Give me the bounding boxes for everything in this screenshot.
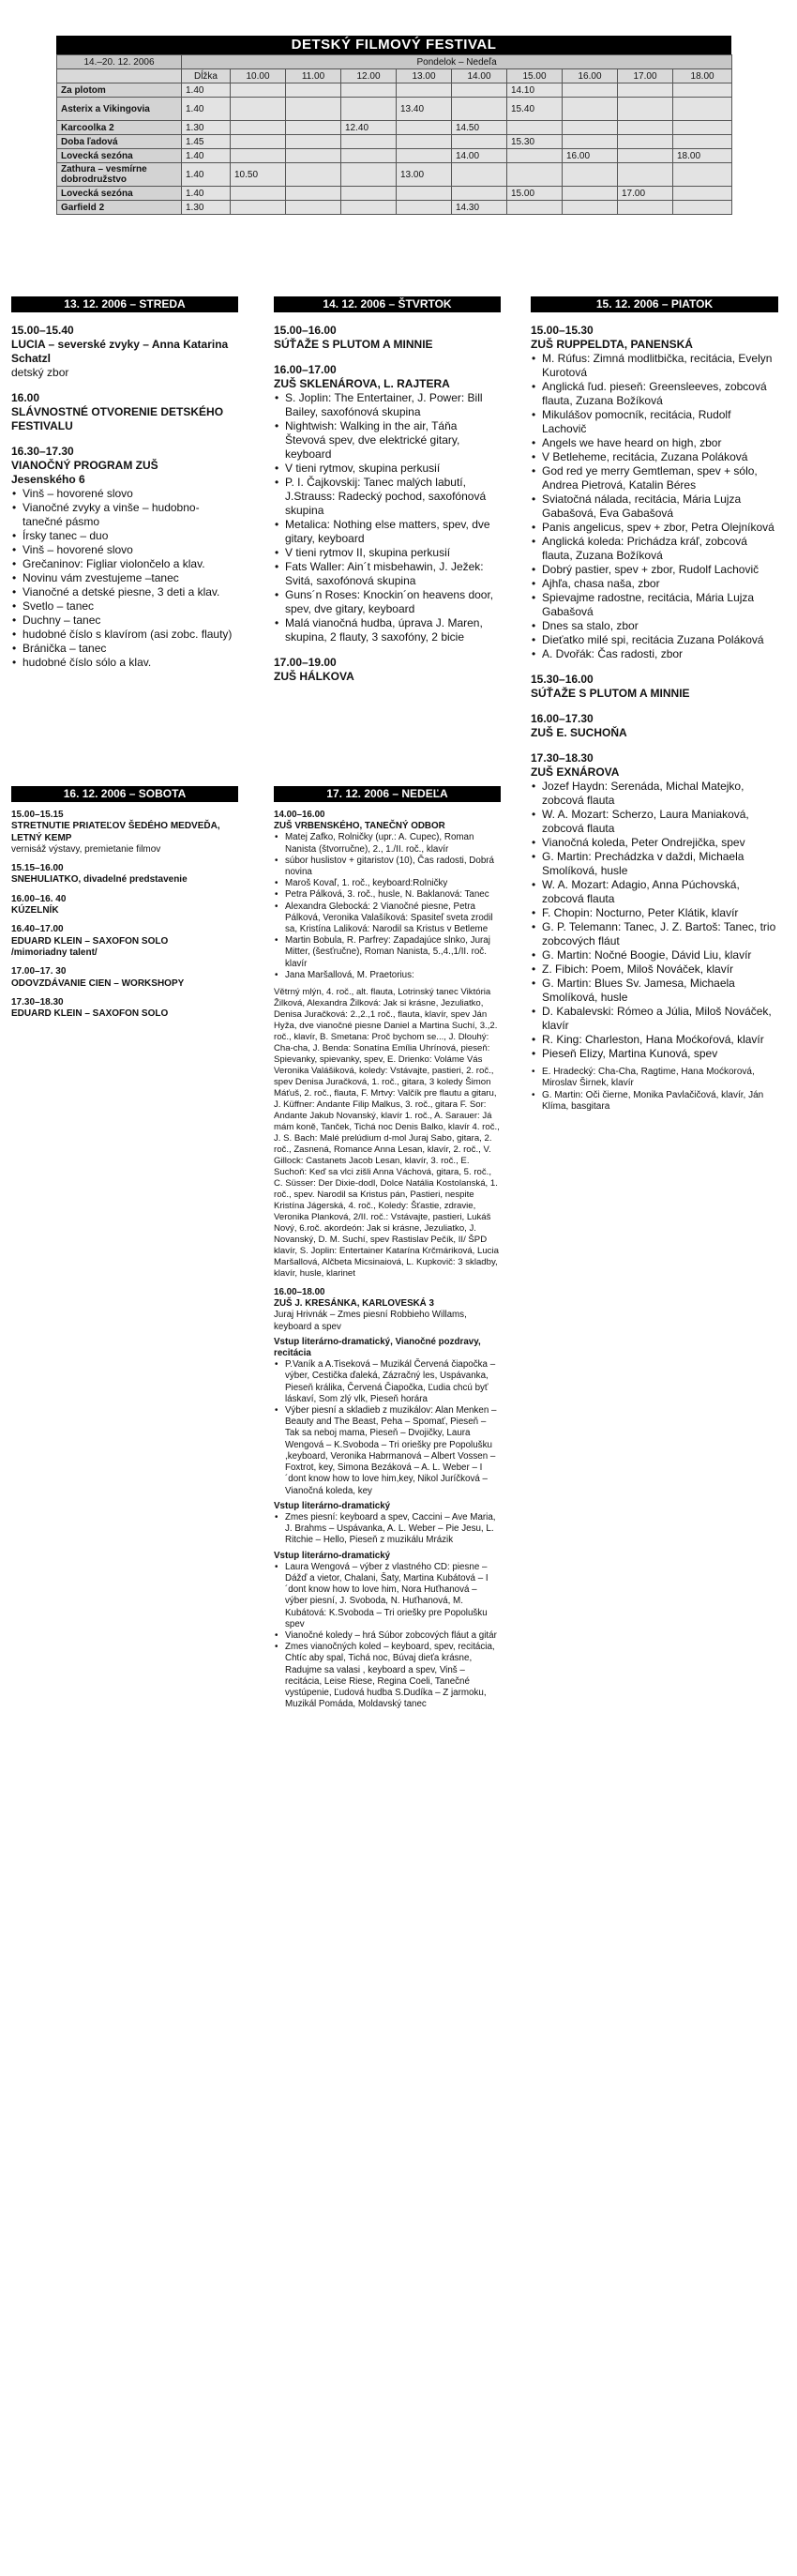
list-item: • Novinu vám zvestujeme –tanec bbox=[23, 571, 238, 585]
screening-time bbox=[452, 98, 507, 121]
list-item: • D. Kabalevski: Rómeo a Júlia, Miloš Nováček, klavír bbox=[542, 1005, 778, 1033]
screening-time bbox=[286, 121, 341, 135]
list-item: • God red ye merry Gemtleman, spev + sólo, Andrea Pietrová, Katalin Béres bbox=[542, 464, 778, 492]
event-time: 15.00–15.30 bbox=[531, 324, 594, 337]
list-item: • Guns´n Roses: Knockin´on heavens door, spev, dve gitary, keyboard bbox=[285, 588, 501, 616]
screening-time bbox=[673, 135, 732, 149]
list-item: • Bránička – tanec bbox=[23, 642, 238, 656]
screening-time bbox=[397, 121, 452, 135]
film-title: Garfield 2 bbox=[57, 201, 182, 215]
event-title: VIANOČNÝ PROGRAM ZUŠ bbox=[11, 459, 158, 472]
event-title: STRETNUTIE PRIATEĽOV ŠEDÉHO MEDVEĎA, LETNÝ KEMP bbox=[11, 821, 220, 843]
program-list bbox=[531, 352, 778, 661]
screening-time: 18.00 bbox=[673, 149, 732, 163]
program-list bbox=[274, 1512, 501, 1547]
screening-time: 13.00 bbox=[397, 163, 452, 187]
event-time: 16.40–17.00 bbox=[11, 924, 64, 935]
event-title: SÚŤAŽE S PLUTOM A MINNIE bbox=[531, 687, 690, 700]
screening-time bbox=[231, 201, 286, 215]
screening-time bbox=[397, 201, 452, 215]
film-title: Asterix a Vikingovia bbox=[57, 98, 182, 121]
block-title: Vstup literárno-dramatický bbox=[274, 1550, 391, 1561]
screening-time bbox=[507, 201, 563, 215]
screening-time bbox=[618, 201, 673, 215]
list-item: • G. P. Telemann: Tanec, J. Z. Bartoš: Tanec, trio zobcových fláut bbox=[542, 920, 778, 948]
program-list bbox=[274, 1359, 501, 1496]
list-item: • G. Martin: Blues Sv. Jamesa, Michaela Smolíková, husle bbox=[542, 977, 778, 1005]
list-item: • súbor huslistov + gitaristov (10), Čas radosti, Dobrá novina bbox=[285, 856, 501, 878]
list-item: • G. Martin: Nočné Boogie, Dávid Liu, klavír bbox=[542, 948, 778, 962]
screening-time bbox=[231, 149, 286, 163]
list-item: • V tieni rytmov II, skupina perkusií bbox=[285, 546, 501, 560]
screening-time: 14.30 bbox=[452, 201, 507, 215]
screening-time bbox=[341, 187, 397, 201]
screening-time bbox=[563, 187, 618, 201]
list-item: • F. Chopin: Nocturno, Peter Klátik, klavír bbox=[542, 906, 778, 920]
time-slot-header: 12.00 bbox=[341, 69, 397, 83]
screening-time bbox=[618, 98, 673, 121]
list-item: • W. A. Mozart: Adagio, Anna Púchovská, zobcová flauta bbox=[542, 878, 778, 906]
screening-time bbox=[673, 163, 732, 187]
list-item: • Matej Zafko, Rolničky (upr.: A. Cupec), Roman Nanista (štvorručne), 2., 1./II. roč., klavír bbox=[285, 832, 501, 855]
schedule-row bbox=[57, 135, 732, 149]
event-time: 15.00–15.40 bbox=[11, 324, 74, 337]
list-item: • Dieťatko milé spi, recitácia Zuzana Poláková bbox=[542, 633, 778, 647]
event-title: ZUŠ RUPPELDTA, PANENSKÁ bbox=[531, 338, 693, 351]
event-title: ZUŠ SKLENÁROVA, L. RAJTERA bbox=[274, 377, 450, 390]
event-subtitle: Jesenského 6 bbox=[11, 473, 85, 486]
list-item: • Jana Maršallová, M. Praetorius: bbox=[285, 970, 501, 981]
saturday-header: 16. 12. 2006 – SOBOTA bbox=[11, 786, 238, 802]
screening-time bbox=[286, 201, 341, 215]
saturday-column bbox=[11, 786, 238, 1020]
list-item: • hudobné číslo s klavírom (asi zobc. flauty) bbox=[23, 628, 238, 642]
schedule-row bbox=[57, 98, 732, 121]
list-item: • Dnes sa stalo, zbor bbox=[542, 619, 778, 633]
event-title: ZUŠ E. SUCHOŇA bbox=[531, 726, 627, 739]
screening-time bbox=[452, 135, 507, 149]
program-list bbox=[531, 780, 778, 1061]
screening-time bbox=[673, 121, 732, 135]
screening-time bbox=[563, 163, 618, 187]
screening-time bbox=[341, 163, 397, 187]
screening-time bbox=[507, 149, 563, 163]
event-time: 15.30–16.00 bbox=[531, 673, 594, 686]
screening-time bbox=[231, 187, 286, 201]
event-title: ODOVZDÁVANIE CIEN – WORKSHOPY bbox=[11, 977, 185, 989]
film-length: 1.40 bbox=[182, 163, 231, 187]
sunday-header: 17. 12. 2006 – NEDEĽA bbox=[274, 786, 501, 802]
screening-time bbox=[286, 98, 341, 121]
screening-time: 13.40 bbox=[397, 98, 452, 121]
screening-time bbox=[618, 121, 673, 135]
screening-time bbox=[507, 163, 563, 187]
time-slot-header: 10.00 bbox=[231, 69, 286, 83]
length-header: Dĺžka bbox=[182, 69, 231, 83]
film-length: 1.40 bbox=[182, 98, 231, 121]
screening-time bbox=[286, 187, 341, 201]
list-item: • Anglická koleda: Prichádza kráľ, zobcová flauta, Zuzana Božíková bbox=[542, 535, 778, 563]
list-item: • Alexandra Glebocká: 2 Vianočné piesne, Petra Pálková, Veronika Valašíková: Spasiteľ sveta zrodil sa, Kristína Laliková: Narodil sa Kristus v Betleme bbox=[285, 902, 501, 936]
sunday-column bbox=[274, 786, 501, 1710]
block-title: Vstup literárno-dramatický, Vianočné pozdravy, recitácia bbox=[274, 1336, 481, 1359]
time-slot-header: 11.00 bbox=[286, 69, 341, 83]
film-length: 1.45 bbox=[182, 135, 231, 149]
event-title: EDUARD KLEIN – SAXOFON SOLO bbox=[11, 1008, 169, 1020]
list-item: • Duchny – tanec bbox=[23, 614, 238, 628]
event-title: ZUŠ EXNÁROVA bbox=[531, 765, 620, 779]
event-time: 15.00–15.15 bbox=[11, 810, 64, 820]
film-length: 1.40 bbox=[182, 187, 231, 201]
event-subtitle: Juraj Hrivnák – Zmes piesní Robbieho Willams, keyboard a spev bbox=[274, 1310, 467, 1332]
event-time: 16.30–17.30 bbox=[11, 445, 74, 458]
screening-time bbox=[563, 98, 618, 121]
list-item: • Ajhľa, chasa naša, zbor bbox=[542, 577, 778, 591]
list-item: • Zmes vianočných koled – keyboard, spev, recitácia, Chtíc aby spal, Tichá noc, Búvaj dieťa krásne, Radujme sa valasi , keyboard a spev, Vinš – recitácia, Leise Riese, Regina Coeli, Tanečné vystúpenie, Ľudová hudba S.Dudíka – Z jarmoku, Muzikál Pomáda, Moldavský tanec bbox=[285, 1642, 501, 1710]
screening-time bbox=[618, 149, 673, 163]
film-length: 1.40 bbox=[182, 83, 231, 98]
thursday-header: 14. 12. 2006 – ŠTVRTOK bbox=[274, 296, 501, 312]
list-item: • Vianočné koledy – hrá Súbor zobcových fláut a gitár bbox=[285, 1630, 501, 1642]
event-time: 16.00–17.00 bbox=[274, 363, 337, 376]
screening-time bbox=[452, 83, 507, 98]
list-item: • Vianočné a detské piesne, 3 deti a klav. bbox=[23, 585, 238, 599]
screening-time bbox=[452, 163, 507, 187]
list-item: • Malá vianočná hudba, úprava J. Maren, skupina, 2 flauty, 3 saxofóny, 2 bicie bbox=[285, 616, 501, 644]
program-text: Větrný mlýn, 4. roč., alt. flauta, Lotrinský tanec Viktória Žilková, Alexandra Žilková: Jak si krásne, Jezuliatko, Denisa Juračková: 2.,2.,1 roč., flauta, klavír, spev Ján Hyža, dve vianočné piesne Daniel a Martina Suchí, 3.,2. roč., klavír, B. Smetana: Proč bychom se..., J. Dlouhý: Cha-cha, J. Benda: Sonatína Emília Uhrínová, pieseň: Spievanky, spievanky, spev, E. Drienko: Voláme Vás Veronika Valášiková, koledy: Vstávajte, pastieri, 2. roč., spev Denisa Juračková, 1. roč., gitara, 3 koledy Šimon Máťuš, 2. roč., flauta, F. Mrtvy: Valčík pre flautu a gitaru, J. Küffner: Andante Filip Malkus, 3. roč., gitara F. Sor: Andante Jakub Novanský, klavír 1. roč., A. Sarauer: Já mám koně, Tanček, Tichá noc Denis Balko, klavír 4. roč., J. S. Bach: Malé prelúdium d-mol Juraj Sabo, gitara, 2. roč., Zasnená, Romance Anna Lesan, klavír, 2. roč., V. Gillock: Castanets Jacob Lesan, klavír, 3. roč., E. Suchoň: Keď sa vlci zišli Anna Váchová, gitara, 5. roč., C. Süsser: Der Dixie-dodl, Dolce Natália Kostolanská, 1. roč., spev. Narodil sa Kristus pán, Pastieri, nespite Kristína Jágerská, 4. roč., Koledy: Šťastie, zdravie, Veronika Planková, 2/II. roč.: Vstávajte, pastieri, Lukáš Nový, 6.roč. akordeón: Jak si krásne, Jezuliatko, J. Novanský, D. M. Suchí, spev Rastislav Pečík, II/ ŠPD klavír, S. Joplin: Entertainer Katarína Krčmáriková, Lucia Maršallová, Alčbeta Micsinaiová, L. Kupkovič: 3 skladby, klavír, husle, klarinet bbox=[274, 987, 500, 1280]
wednesday-header: 13. 12. 2006 – STREDA bbox=[11, 296, 238, 312]
screening-time bbox=[286, 163, 341, 187]
list-item: • Panis angelicus, spev + zbor, Petra Olejníková bbox=[542, 521, 778, 535]
screening-time bbox=[286, 135, 341, 149]
screening-time bbox=[452, 187, 507, 201]
list-item: • Dobrý pastier, spev + zbor, Rudolf Lachovič bbox=[542, 563, 778, 577]
list-item: • Zmes piesní: keyboard a spev, Caccini – Ave Maria, J. Brahms – Uspávanka, A. L. Weber – Pie Jesu, L. Ritchie – Hello, Pieseň z muzikálu Mrázik bbox=[285, 1512, 501, 1547]
event-title: SÚŤAŽE S PLUTOM A MINNIE bbox=[274, 338, 433, 351]
film-title: Karcoolka 2 bbox=[57, 121, 182, 135]
program-list bbox=[274, 1562, 501, 1711]
schedule-dates: 14.–20. 12. 2006 bbox=[57, 55, 182, 69]
screening-time bbox=[341, 98, 397, 121]
screening-time bbox=[341, 135, 397, 149]
film-length: 1.40 bbox=[182, 149, 231, 163]
list-item: • G. Martin: Prechádzka v daždi, Michaela Smolíková, husle bbox=[542, 850, 778, 878]
block-title: Vstup literárno-dramatický bbox=[274, 1500, 391, 1511]
schedule-row bbox=[57, 187, 732, 201]
list-item: • P. I. Čajkovskij: Tanec malých labutí, J.Strauss: Radecký pochod, saxofónová skupina bbox=[285, 476, 501, 518]
event-title: SLÁVNOSTNÉ OTVORENIE DETSKÉHO FESTIVALU bbox=[11, 405, 224, 432]
schedule-days: Pondelok – Nedeľa bbox=[182, 55, 732, 69]
event-time: 17.30–18.30 bbox=[531, 751, 594, 765]
screening-time bbox=[286, 83, 341, 98]
list-item: • Laura Wengová – výber z vlastného CD: piesne – Dážď a vietor, Chalani, Šaty, Martina Kubátová – I´dont know how to love him, Nora Huťhanová – výber piesní, J. Svoboda, N. Huťhanová, M. Kubátová: K.Svoboda – Tri oriešky pre Popolušku spev bbox=[285, 1562, 501, 1630]
list-item: • Vianočná koleda, Peter Ondrejička, spev bbox=[542, 836, 778, 850]
screening-time: 17.00 bbox=[618, 187, 673, 201]
screening-time bbox=[563, 121, 618, 135]
schedule-row bbox=[57, 121, 732, 135]
schedule-row bbox=[57, 149, 732, 163]
list-item: • Angels we have heard on high, zbor bbox=[542, 436, 778, 450]
screening-time bbox=[673, 98, 732, 121]
screening-time: 15.40 bbox=[507, 98, 563, 121]
list-item: • hudobné číslo sólo a klav. bbox=[23, 656, 238, 670]
event-time: 16.00–18.00 bbox=[274, 1287, 325, 1298]
time-slot-header: 18.00 bbox=[673, 69, 732, 83]
event-title: LUCIA – severské zvyky – Anna Katarina Schatzl bbox=[11, 338, 229, 365]
list-item: • Grečaninov: Figliar violončelo a klav. bbox=[23, 557, 238, 571]
list-item: • Maroš Kovaľ, 1. roč., keyboard:Rolničky bbox=[285, 878, 501, 889]
screening-time bbox=[341, 201, 397, 215]
time-slot-header: 15.00 bbox=[507, 69, 563, 83]
list-item: • Fats Waller: Ain´t misbehawin, J. Ježek: Svitá, saxofónová skupina bbox=[285, 560, 501, 588]
screening-time bbox=[673, 201, 732, 215]
event-time: 16.00–17.30 bbox=[531, 712, 594, 725]
list-item: • V tieni rytmov, skupina perkusií bbox=[285, 462, 501, 476]
event-time: 17.00–17. 30 bbox=[11, 966, 67, 977]
event-time: 17.00–19.00 bbox=[274, 656, 337, 669]
event-title: ZUŠ VRBENSKÉHO, TANEČNÝ ODBOR bbox=[274, 821, 445, 832]
list-item: • P.Vaník a A.Tiseková – Muzikál Červená čiapočka – výber, Cestička ďaleká, Zázračný les, Uspávanka, Pieseň králika, Červená Čiapočka, Ľudia chcú byť láskaví, Som zlý vlk, Pieseň horára bbox=[285, 1359, 501, 1405]
list-item: • Mikulášov pomocník, recitácia, Rudolf Lachovič bbox=[542, 408, 778, 436]
thursday-column bbox=[274, 296, 501, 684]
list-item: • Petra Pálková, 3. roč., husle, N. Baklanová: Tanec bbox=[285, 889, 501, 901]
film-length: 1.30 bbox=[182, 121, 231, 135]
list-item: • R. King: Charleston, Hana Moćkoŕová, klavír bbox=[542, 1033, 778, 1047]
list-item: • Vinš – hovorené slovo bbox=[23, 487, 238, 501]
list-item: • Írsky tanec – duo bbox=[23, 529, 238, 543]
screening-time: 14.10 bbox=[507, 83, 563, 98]
screening-time bbox=[563, 135, 618, 149]
screening-time: 12.40 bbox=[341, 121, 397, 135]
screening-time bbox=[397, 83, 452, 98]
list-item: • Jozef Haydn: Serenáda, Michal Matejko, zobcová flauta bbox=[542, 780, 778, 808]
event-time: 16.00 bbox=[11, 391, 40, 404]
screening-time bbox=[397, 187, 452, 201]
list-item: • Spievajme radostne, recitácia, Mária Lujza Gabašová bbox=[542, 591, 778, 619]
screening-time bbox=[231, 135, 286, 149]
list-item: • E. Hradecký: Cha-Cha, Ragtime, Hana Moćkorová, Miroslav Širnek, klavír bbox=[542, 1067, 778, 1090]
event-subtitle: vernisáž výstavy, premietanie filmov bbox=[11, 843, 161, 855]
program-list bbox=[11, 487, 238, 670]
list-item: • Pieseň Elizy, Martina Kunová, spev bbox=[542, 1047, 778, 1061]
screening-time: 10.50 bbox=[231, 163, 286, 187]
list-item: • A. Dvořák: Čas radosti, zbor bbox=[542, 647, 778, 661]
list-item: • Sviatočná nálada, recitácia, Mária Lujza Gabašová, Eva Gabašová bbox=[542, 492, 778, 521]
film-title: Lovecká sezóna bbox=[57, 149, 182, 163]
list-item: • Z. Fibich: Poem, Miloš Nováček, klavír bbox=[542, 962, 778, 977]
schedule-row bbox=[57, 201, 732, 215]
event-time: 15.15–16.00 bbox=[11, 863, 64, 874]
film-length: 1.30 bbox=[182, 201, 231, 215]
program-list-small bbox=[531, 1067, 778, 1113]
screening-time bbox=[563, 201, 618, 215]
list-item: • W. A. Mozart: Scherzo, Laura Maniaková, zobcová flauta bbox=[542, 808, 778, 836]
film-title: Lovecká sezóna bbox=[57, 187, 182, 201]
time-slot-header: 14.00 bbox=[452, 69, 507, 83]
screening-time bbox=[231, 121, 286, 135]
event-time: 17.30–18.30 bbox=[11, 996, 64, 1008]
schedule-row bbox=[57, 163, 732, 187]
program-list bbox=[274, 391, 501, 644]
list-item: • Martin Bobula, R. Parfrey: Zapadajúce slnko, Juraj Mitter, (šesťručne), Roman Nanista, 5.,4.,1/II. roč. klavír bbox=[285, 935, 501, 970]
screening-time bbox=[341, 83, 397, 98]
screening-time bbox=[507, 121, 563, 135]
screening-time bbox=[673, 187, 732, 201]
list-item: • Anglická ľud. pieseň: Greensleeves, zobcová flauta, Zuzana Božíková bbox=[542, 380, 778, 408]
screening-time bbox=[563, 83, 618, 98]
event-subtitle: detský zbor bbox=[11, 366, 69, 379]
screening-time bbox=[618, 83, 673, 98]
list-item: • Vinš – hovorené slovo bbox=[23, 543, 238, 557]
festival-schedule bbox=[56, 36, 731, 215]
time-slot-header: 16.00 bbox=[563, 69, 618, 83]
screening-time bbox=[618, 163, 673, 187]
list-item: • Svetlo – tanec bbox=[23, 599, 238, 614]
screening-time bbox=[673, 83, 732, 98]
schedule-title: DETSKÝ FILMOVÝ FESTIVAL bbox=[56, 36, 731, 54]
list-item: • S. Joplin: The Entertainer, J. Power: Bill Bailey, saxofónová skupina bbox=[285, 391, 501, 419]
film-title: Za plotom bbox=[57, 83, 182, 98]
screening-time: 16.00 bbox=[563, 149, 618, 163]
screening-time bbox=[231, 83, 286, 98]
list-item: • Výber piesní a skladieb z muzikálov: Alan Menken – Beauty and The Beast, Peha – Spomať, Pieseň – Tak sa neboj mama, Pieseň – Dvojičky, Laura Wengová – K.Svoboda – Tri oriešky pre Popolušku ,keyboard, Veronika Habrmanová – Albert Vossen – Foxtrot, key, Simona Bezáková – A. L. Weber – I´dont know how to love him,key, Nikol Juríčková – Vianočná koleda, key bbox=[285, 1405, 501, 1497]
screening-time bbox=[397, 149, 452, 163]
event-title: ZUŠ HÁLKOVA bbox=[274, 670, 354, 683]
film-title: Doba ľadová bbox=[57, 135, 182, 149]
event-title: ZUŠ J. KRESÁNKA, KARLOVESKÁ 3 bbox=[274, 1298, 434, 1310]
event-title: SNEHULIATKO, divadelné predstavenie bbox=[11, 874, 188, 886]
list-item: • Metalica: Nothing else matters, spev, dve gitary, keyboard bbox=[285, 518, 501, 546]
event-time: 16.00–16. 40 bbox=[11, 893, 67, 904]
wednesday-column bbox=[11, 296, 238, 670]
screening-time bbox=[286, 149, 341, 163]
event-title: EDUARD KLEIN – SAXOFON SOLO bbox=[11, 935, 169, 947]
film-title: Zathura – vesmírne dobrodružstvo bbox=[57, 163, 182, 187]
screening-time: 14.00 bbox=[452, 149, 507, 163]
event-title: KÚZELNÍK bbox=[11, 905, 59, 917]
screening-time bbox=[231, 98, 286, 121]
schedule-row bbox=[57, 83, 732, 98]
screening-time: 15.00 bbox=[507, 187, 563, 201]
friday-header: 15. 12. 2006 – PIATOK bbox=[531, 296, 778, 312]
event-time: 15.00–16.00 bbox=[274, 324, 337, 337]
schedule-table bbox=[56, 54, 732, 215]
friday-column bbox=[531, 296, 778, 1113]
event-time: 14.00–16.00 bbox=[274, 810, 325, 820]
list-item: • G. Martin: Oči čierne, Monika Pavlačičová, klavír, Ján Klíma, basgitara bbox=[542, 1090, 778, 1114]
screening-time bbox=[341, 149, 397, 163]
screening-time: 14.50 bbox=[452, 121, 507, 135]
screening-time: 15.30 bbox=[507, 135, 563, 149]
screening-time bbox=[397, 135, 452, 149]
list-item: • Vianočné zvyky a vinše – hudobno-tanečné pásmo bbox=[23, 501, 238, 529]
list-item: • V Betleheme, recitácia, Zuzana Poláková bbox=[542, 450, 778, 464]
program-list bbox=[274, 832, 501, 981]
list-item: • M. Rúfus: Zimná modlitbička, recitácia, Evelyn Kurotová bbox=[542, 352, 778, 380]
time-slot-header: 13.00 bbox=[397, 69, 452, 83]
time-slot-header: 17.00 bbox=[618, 69, 673, 83]
screening-time bbox=[618, 135, 673, 149]
event-subtitle: /mimoriadny talent/ bbox=[11, 947, 98, 958]
list-item: • Nightwish: Walking in the air, Táňa Števová spev, dve elektrické gitary, keyboard bbox=[285, 419, 501, 462]
